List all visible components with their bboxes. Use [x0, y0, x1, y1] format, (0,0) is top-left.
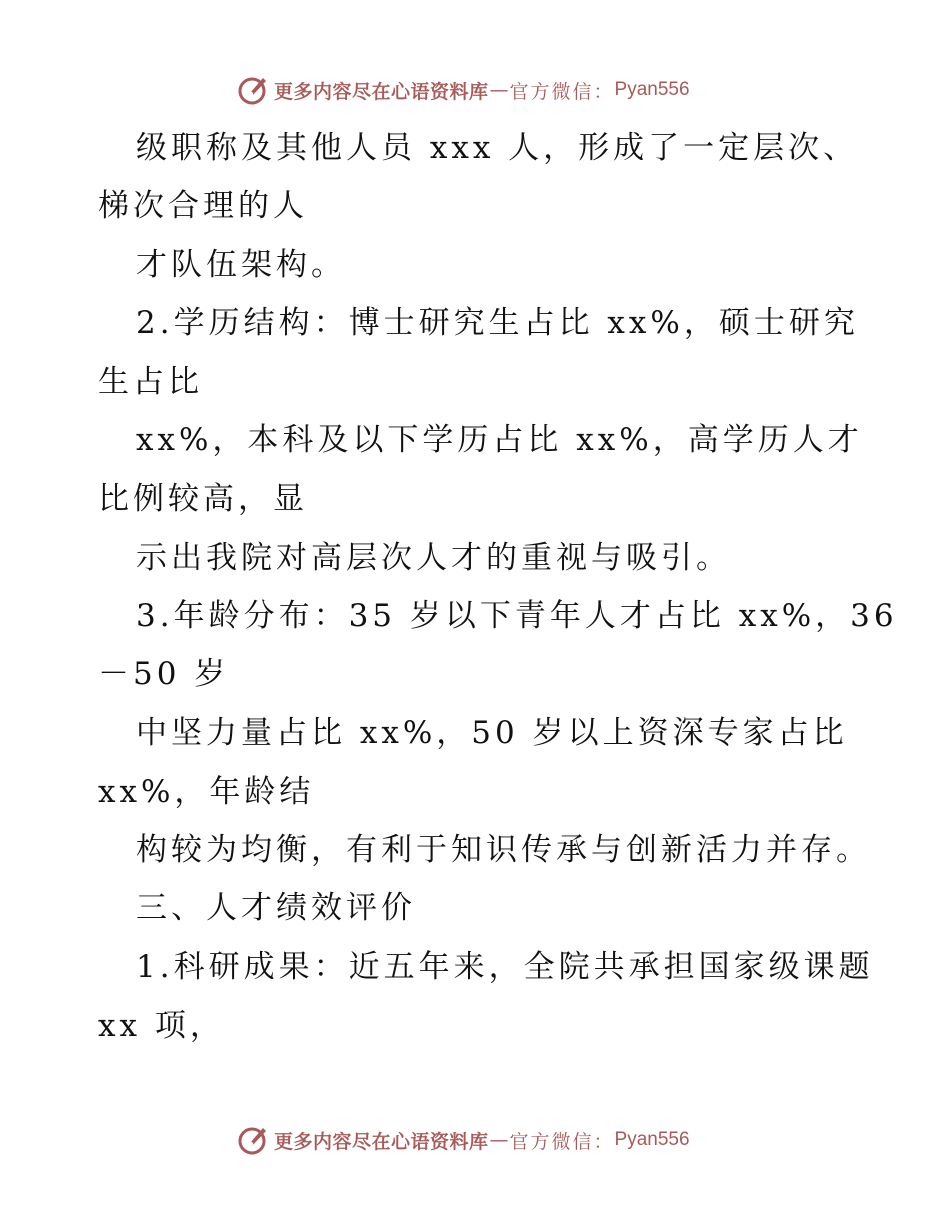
body-line: 中坚力量占比 xx%，50 岁以上资深专家占比 [136, 715, 848, 751]
section-heading: 三、人才绩效评价 [136, 890, 416, 926]
body-line: xx 项， [98, 1008, 225, 1044]
body-line: －50 岁 [98, 656, 230, 692]
header-watermark [236, 72, 690, 108]
body-line: 级职称及其他人员 xxx 人，形成了一定层次、 [136, 130, 859, 166]
body-line: 生占比 [98, 364, 203, 400]
watermark-dash: — [489, 1129, 509, 1151]
watermark-wechat-label: 官方微信： [509, 80, 615, 103]
watermark-wechat-id: Pyan556 [614, 1129, 690, 1150]
body-line: 3.年龄分布：35 岁以下青年人才占比 xx%，36 [136, 598, 898, 634]
watermark-wechat-label: 官方微信： [509, 1130, 615, 1153]
watermark-text: 更多内容尽在心语资料库 [274, 80, 489, 103]
watermark-wechat-id: Pyan556 [614, 79, 690, 100]
body-line: 示出我院对高层次人才的重视与吸引。 [136, 540, 731, 576]
body-line: 构较为均衡，有利于知识传承与创新活力并存。 [136, 832, 871, 868]
body-line: 比例较高，显 [98, 481, 308, 517]
body-line: 1.科研成果：近五年来，全院共承担国家级课题 [136, 949, 874, 985]
body-line: 梯次合理的人 [98, 188, 308, 224]
body-line: xx%，年龄结 [98, 774, 315, 810]
pen-nib-circle-icon [236, 1123, 270, 1157]
body-line: 2.学历结构：博士研究生占比 xx%，硕士研究 [136, 305, 859, 341]
watermark-text: 更多内容尽在心语资料库 [274, 1130, 489, 1153]
watermark-dash: — [489, 79, 509, 101]
pen-nib-circle-icon [236, 73, 270, 107]
body-line: xx%，本科及以下学历占比 xx%，高学历人才 [136, 422, 863, 458]
body-line: 才队伍架构。 [136, 247, 346, 283]
footer-watermark [236, 1122, 690, 1158]
